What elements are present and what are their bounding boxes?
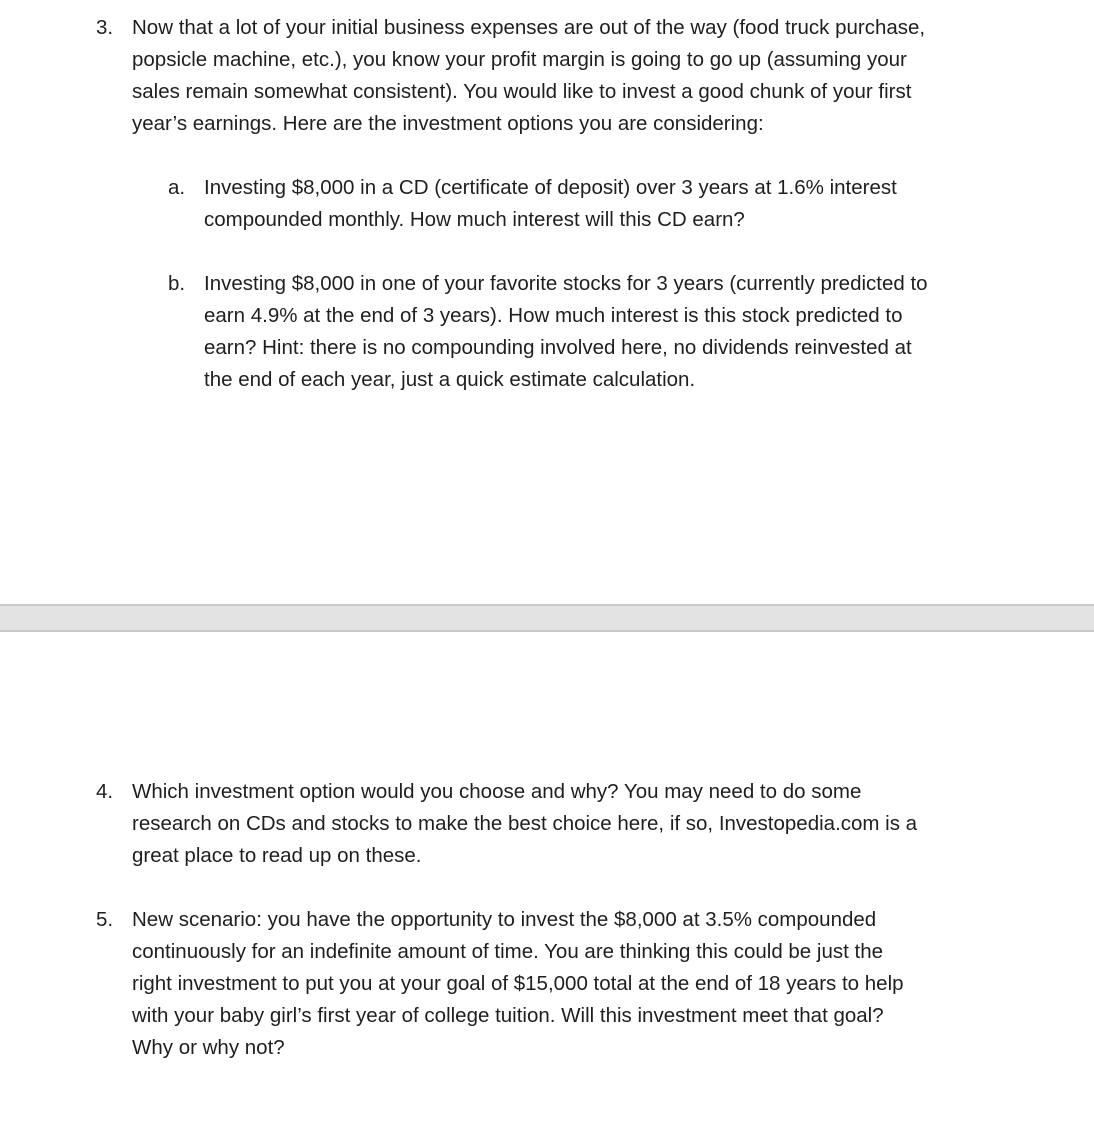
- question-3a-line-1: Investing $8,000 in a CD (certificate of deposit) over 3 years at 1.6% interest: [204, 176, 897, 199]
- question-3a-letter: a.: [168, 176, 186, 199]
- question-3b-line-2: earn 4.9% at the end of 3 years). How much interest is this stock predicted to: [204, 304, 903, 327]
- question-4-line-2: research on CDs and stocks to make the best choice here, if so, Investopedia.com is a: [132, 812, 918, 835]
- question-3-line-4: year’s earnings. Here are the investment options you are considering:: [132, 112, 764, 135]
- question-5-line-2: continuously for an indefinite amount of time. You are thinking this could be just the: [132, 940, 884, 963]
- page-break: [0, 604, 1094, 632]
- question-3-line-1: Now that a lot of your initial business expenses are out of the way (food truck purchase,: [132, 16, 926, 39]
- question-4-line-3: great place to read up on these.: [132, 844, 422, 867]
- question-5-line-3: right investment to put you at your goal of $15,000 total at the end of 18 years to help: [132, 972, 904, 995]
- question-3b-line-1: Investing $8,000 in one of your favorite stocks for 3 years (currently predicted to: [204, 272, 928, 295]
- question-5-line-5: Why or why not?: [132, 1036, 285, 1059]
- question-3-number: 3.: [96, 16, 114, 39]
- question-3b-line-4: the end of each year, just a quick estimate calculation.: [204, 368, 696, 391]
- question-5-number: 5.: [96, 908, 114, 931]
- question-5-line-4: with your baby girl’s first year of college tuition. Will this investment meet that goal?: [132, 1004, 884, 1027]
- question-3-line-2: popsicle machine, etc.), you know your profit margin is going to go up (assuming your: [132, 48, 907, 71]
- question-4-line-1: Which investment option would you choose and why? You may need to do some: [132, 780, 862, 803]
- question-3a-line-2: compounded monthly. How much interest will this CD earn?: [204, 208, 745, 231]
- question-3b-line-3: earn? Hint: there is no compounding involved here, no dividends reinvested at: [204, 336, 912, 359]
- question-4-number: 4.: [96, 780, 114, 803]
- question-3-line-3: sales remain somewhat consistent). You would like to invest a good chunk of your first: [132, 80, 912, 103]
- question-5-line-1: New scenario: you have the opportunity to invest the $8,000 at 3.5% compounded: [132, 908, 877, 931]
- question-3b-letter: b.: [168, 272, 186, 295]
